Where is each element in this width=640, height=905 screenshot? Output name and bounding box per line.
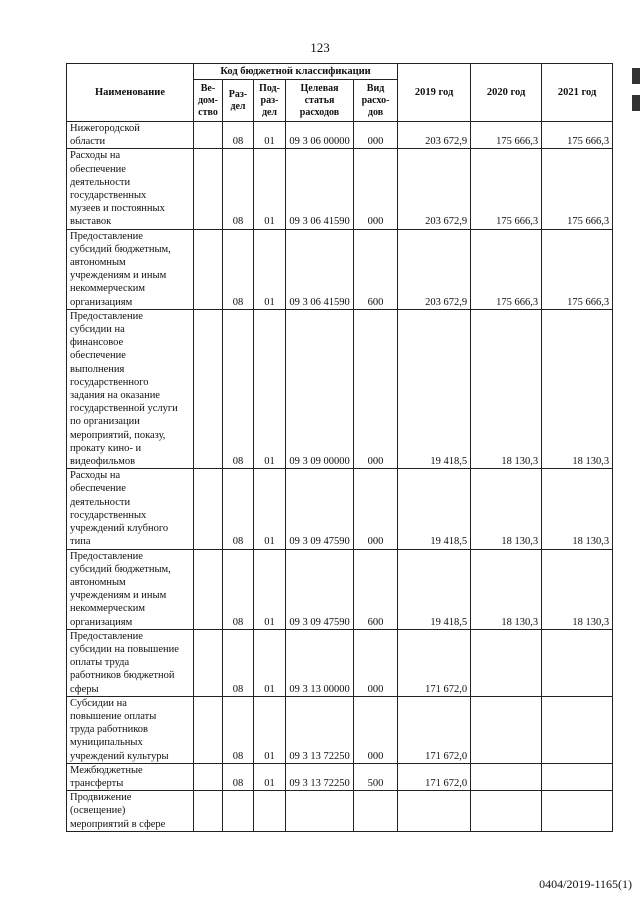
- row-name: Межбюджетные трансферты: [67, 763, 194, 790]
- table-row: [67, 469, 613, 549]
- row-podrazdel: 01: [254, 549, 286, 629]
- row-vedomstvo: [194, 549, 223, 629]
- table-row: [67, 229, 613, 309]
- row-vedomstvo: [194, 763, 223, 790]
- row-value-2021: [542, 696, 613, 763]
- table-row: [67, 791, 613, 832]
- row-value-2019: 19 418,5: [398, 469, 471, 549]
- edge-mark: [632, 95, 640, 111]
- row-vedomstvo: [194, 309, 223, 468]
- row-value-2020: 175 666,3: [471, 149, 542, 229]
- row-target-article: 09 3 06 00000: [286, 122, 354, 149]
- row-value-2021: 175 666,3: [542, 149, 613, 229]
- row-razdel: [223, 791, 254, 832]
- row-value-2021: [542, 791, 613, 832]
- row-value-2020: 18 130,3: [471, 309, 542, 468]
- row-vedomstvo: [194, 122, 223, 149]
- row-razdel: 08: [223, 122, 254, 149]
- row-expense-type: 600: [354, 229, 398, 309]
- row-podrazdel: 01: [254, 122, 286, 149]
- row-vedomstvo: [194, 696, 223, 763]
- row-value-2019: 171 672,0: [398, 629, 471, 696]
- row-podrazdel: 01: [254, 229, 286, 309]
- row-value-2020: 175 666,3: [471, 229, 542, 309]
- row-value-2019: [398, 791, 471, 832]
- document-code: 0404/2019-1165(1): [539, 877, 632, 891]
- row-name: Субсидии на повышение оплаты труда работников муниципальных учреждений культуры: [67, 696, 194, 763]
- row-value-2019: 171 672,0: [398, 696, 471, 763]
- header-name: Наименование: [67, 64, 194, 122]
- row-expense-type: 500: [354, 763, 398, 790]
- edge-mark: [632, 68, 640, 84]
- row-value-2019: 203 672,9: [398, 229, 471, 309]
- row-expense-type: 000: [354, 696, 398, 763]
- row-razdel: 08: [223, 549, 254, 629]
- row-name: Предоставление субсидий бюджетным, автономным учреждениям и иным некоммерческим организациям: [67, 229, 194, 309]
- row-target-article: [286, 791, 354, 832]
- table-row: [67, 549, 613, 629]
- header-expense-type: Вид расхо- дов: [354, 80, 398, 122]
- row-value-2021: 18 130,3: [542, 309, 613, 468]
- row-expense-type: [354, 791, 398, 832]
- row-podrazdel: 01: [254, 696, 286, 763]
- budget-table: [66, 63, 613, 832]
- row-target-article: 09 3 13 72250: [286, 763, 354, 790]
- table-row: [67, 149, 613, 229]
- row-value-2020: [471, 763, 542, 790]
- row-value-2021: 175 666,3: [542, 122, 613, 149]
- header-2019: 2019 год: [398, 64, 471, 122]
- header-target-article: Целевая статья расходов: [286, 80, 354, 122]
- header-podrazdel: Под- раз- дел: [254, 80, 286, 122]
- table-row: [67, 309, 613, 468]
- row-podrazdel: [254, 791, 286, 832]
- row-name: Продвижение (освещение) мероприятий в сфере: [67, 791, 194, 832]
- row-vedomstvo: [194, 791, 223, 832]
- header-2021: 2021 год: [542, 64, 613, 122]
- row-target-article: 09 3 13 00000: [286, 629, 354, 696]
- row-podrazdel: 01: [254, 629, 286, 696]
- row-value-2020: 18 130,3: [471, 549, 542, 629]
- header-budget-classification: Код бюджетной классификации: [194, 64, 398, 80]
- row-vedomstvo: [194, 469, 223, 549]
- row-value-2019: 171 672,0: [398, 763, 471, 790]
- row-value-2021: [542, 763, 613, 790]
- header-vedomstvo: Ве- дом- ство: [194, 80, 223, 122]
- row-value-2020: [471, 696, 542, 763]
- row-razdel: 08: [223, 149, 254, 229]
- table-row: [67, 122, 613, 149]
- row-expense-type: 000: [354, 309, 398, 468]
- row-podrazdel: 01: [254, 763, 286, 790]
- row-expense-type: 000: [354, 149, 398, 229]
- row-target-article: 09 3 06 41590: [286, 149, 354, 229]
- row-razdel: 08: [223, 229, 254, 309]
- row-expense-type: 000: [354, 469, 398, 549]
- row-value-2020: [471, 629, 542, 696]
- row-razdel: 08: [223, 696, 254, 763]
- row-value-2021: [542, 629, 613, 696]
- row-value-2021: 18 130,3: [542, 469, 613, 549]
- row-value-2021: 18 130,3: [542, 549, 613, 629]
- row-value-2019: 203 672,9: [398, 149, 471, 229]
- row-name: Расходы на обеспечение деятельности государственных музеев и постоянных выставок: [67, 149, 194, 229]
- row-podrazdel: 01: [254, 149, 286, 229]
- row-target-article: 09 3 09 00000: [286, 309, 354, 468]
- row-target-article: 09 3 09 47590: [286, 549, 354, 629]
- row-value-2020: 175 666,3: [471, 122, 542, 149]
- row-razdel: 08: [223, 763, 254, 790]
- row-podrazdel: 01: [254, 309, 286, 468]
- row-value-2019: 203 672,9: [398, 122, 471, 149]
- row-value-2020: 18 130,3: [471, 469, 542, 549]
- row-podrazdel: 01: [254, 469, 286, 549]
- row-expense-type: 000: [354, 629, 398, 696]
- row-razdel: 08: [223, 469, 254, 549]
- row-expense-type: 000: [354, 122, 398, 149]
- table-row: [67, 696, 613, 763]
- row-value-2020: [471, 791, 542, 832]
- row-value-2019: 19 418,5: [398, 309, 471, 468]
- table-row: [67, 763, 613, 790]
- row-expense-type: 600: [354, 549, 398, 629]
- header-razdel: Раз- дел: [223, 80, 254, 122]
- row-name: Предоставление субсидии на повышение оплаты труда работников бюджетной сферы: [67, 629, 194, 696]
- row-value-2019: 19 418,5: [398, 549, 471, 629]
- page-number: 123: [310, 40, 330, 55]
- row-razdel: 08: [223, 629, 254, 696]
- row-target-article: 09 3 06 41590: [286, 229, 354, 309]
- row-target-article: 09 3 13 72250: [286, 696, 354, 763]
- row-value-2021: 175 666,3: [542, 229, 613, 309]
- row-vedomstvo: [194, 229, 223, 309]
- row-name: Расходы на обеспечение деятельности государственных учреждений клубного типа: [67, 469, 194, 549]
- row-name: Предоставление субсидий бюджетным, автономным учреждениям и иным некоммерческим организациям: [67, 549, 194, 629]
- row-target-article: 09 3 09 47590: [286, 469, 354, 549]
- row-vedomstvo: [194, 629, 223, 696]
- row-vedomstvo: [194, 149, 223, 229]
- table-row: [67, 629, 613, 696]
- header-2020: 2020 год: [471, 64, 542, 122]
- row-name: Нижегородской области: [67, 122, 194, 149]
- row-name: Предоставление субсидии на финансовое обеспечение выполнения государственного задания на оказание государственной услуги по организации мероприятий, показу, прокату кино- и видеофильмов: [67, 309, 194, 468]
- row-razdel: 08: [223, 309, 254, 468]
